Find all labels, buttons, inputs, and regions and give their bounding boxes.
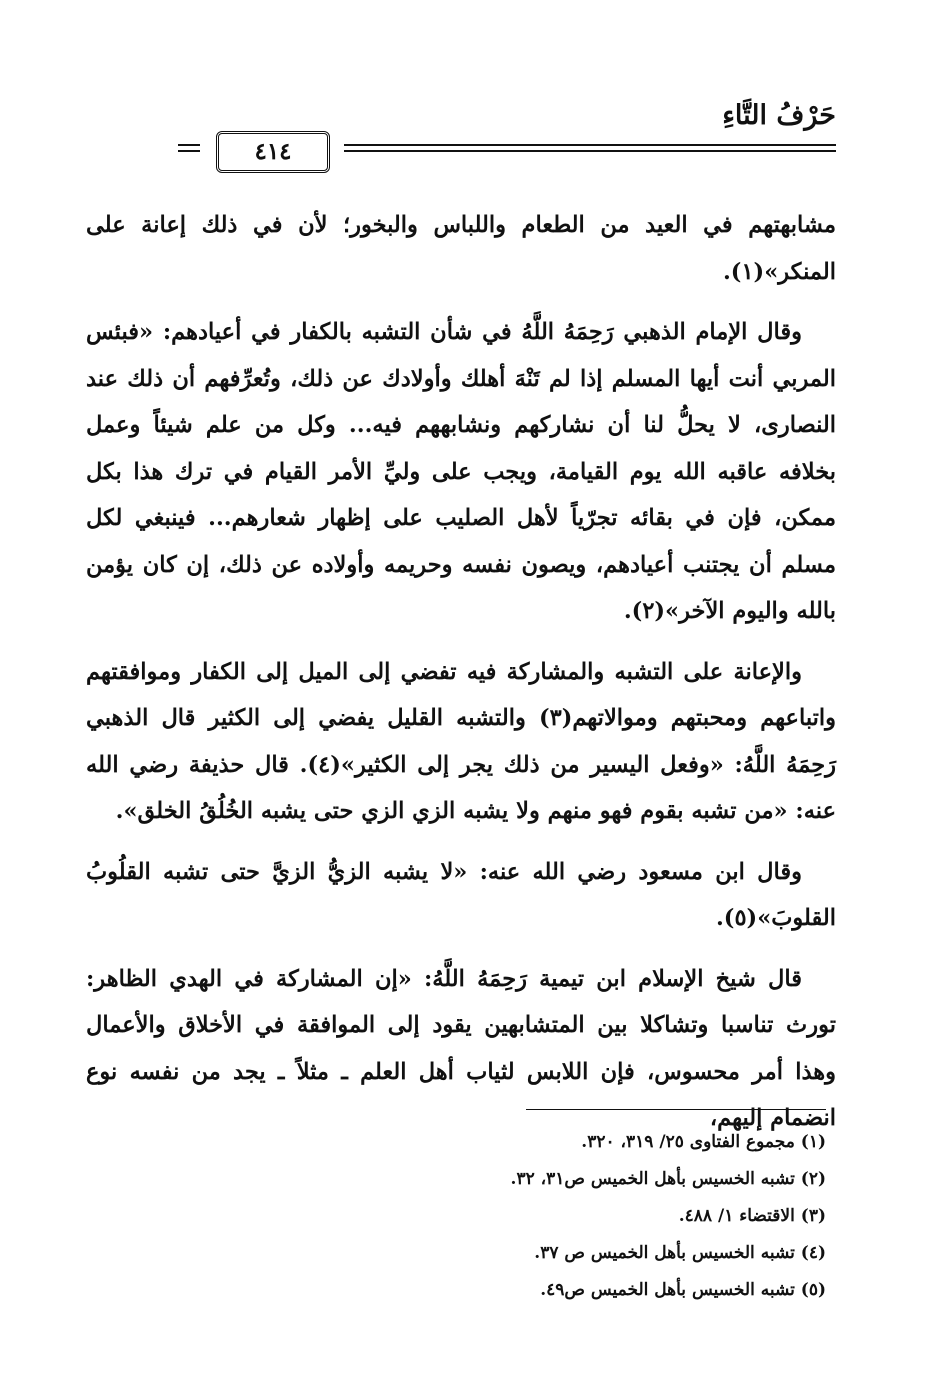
page-number: ٤١٤ bbox=[254, 138, 292, 165]
page-header bbox=[86, 98, 836, 186]
footnote-separator bbox=[526, 1109, 826, 1110]
paragraph-3: والإعانة على التشبه والمشاركة فيه تفضي إلى الميل إلى الكفار وموافقتهم واتباعهم ومحبتهم وموالاتهم(٣) والتشبه القليل يفضي إلى الكثير قال الذهبي رَحِمَهُ اللَّهُ: «وفعل اليسير من ذلك يجر إلى الكثير»(٤). قال حذيفة رضي الله عنه: «من تشبه بقوم فهو منهم ولا يشبه الزي الزي حتى يشبه الخُلُقُ الخلق». bbox=[86, 658, 837, 824]
footnotes bbox=[300, 1124, 826, 1309]
chapter-title: حَرْفُ التَّاءِ bbox=[722, 100, 836, 131]
footnote-5: (٥) تشبه الخسيس بأهل الخميس ص٤٩. bbox=[540, 1280, 826, 1300]
footnote-4: (٤) تشبه الخسيس بأهل الخميس ص ٣٧. bbox=[534, 1243, 826, 1263]
paragraph-2: وقال الإمام الذهبي رَحِمَهُ اللَّهُ في شأن التشبه بالكفار في أعيادهم: «فبئس المربي أنت أيها المسلم إذا لم تَنْهَ أهلك وأولادك عن ذلك، وتُعرِّفهم أن ذلك عند النصارى، لا يحلُّ لنا أن نشاركهم ونشابههم فيه... وكل من علم شيئاً وعمل بخلافه عاقبه الله يوم القيامة، ويجب على وليِّ الأمر القيام في ترك هذا بكل ممكن، فإن في بقائه تجرّياً لأهل الصليب على إظهار شعارهم... فينبغي لكل مسلم أن يجتنب أعيادهم، ويصون نفسه وحريمه وأولاده عن ذلك، إن كان يؤمن بالله واليوم الآخر»(٢). bbox=[86, 319, 836, 624]
page-number-box bbox=[216, 131, 330, 173]
header-rule-right bbox=[344, 144, 836, 152]
paragraph-5: قال شيخ الإسلام ابن تيمية رَحِمَهُ اللَّهُ: «إن المشاركة في الهدي الظاهر: تورث تناسبا وتشاكلا بين المتشابهين يقود إلى الموافقة في الأخلاق والأعمال وهذا أمر محسوس، فإن اللابس لثياب أهل العلم ـ مثلاً ـ يجد من نفسه نوع انضمام إليهم، bbox=[86, 965, 836, 1131]
footnote-3: (٣) الاقتضاء ١/ ٤٨٨. bbox=[678, 1206, 826, 1226]
footnote-2: (٢) تشبه الخسيس بأهل الخميس ص٣١، ٣٢. bbox=[510, 1169, 826, 1189]
paragraph-4: وقال ابن مسعود رضي الله عنه: «لا يشبه الزيُّ الزيَّ حتى تشبه القلُوبُ القلوبَ»(٥). bbox=[86, 858, 836, 931]
footnote-1: (١) مجموع الفتاوى ٢٥/ ٣١٩، ٣٢٠. bbox=[581, 1132, 826, 1152]
header-rule-left bbox=[178, 144, 200, 152]
paragraph-1: مشابهتهم في العيد من الطعام واللباس والبخور؛ لأن في ذلك إعانة على المنكر»(١). bbox=[86, 212, 836, 285]
main-text bbox=[86, 202, 836, 1156]
